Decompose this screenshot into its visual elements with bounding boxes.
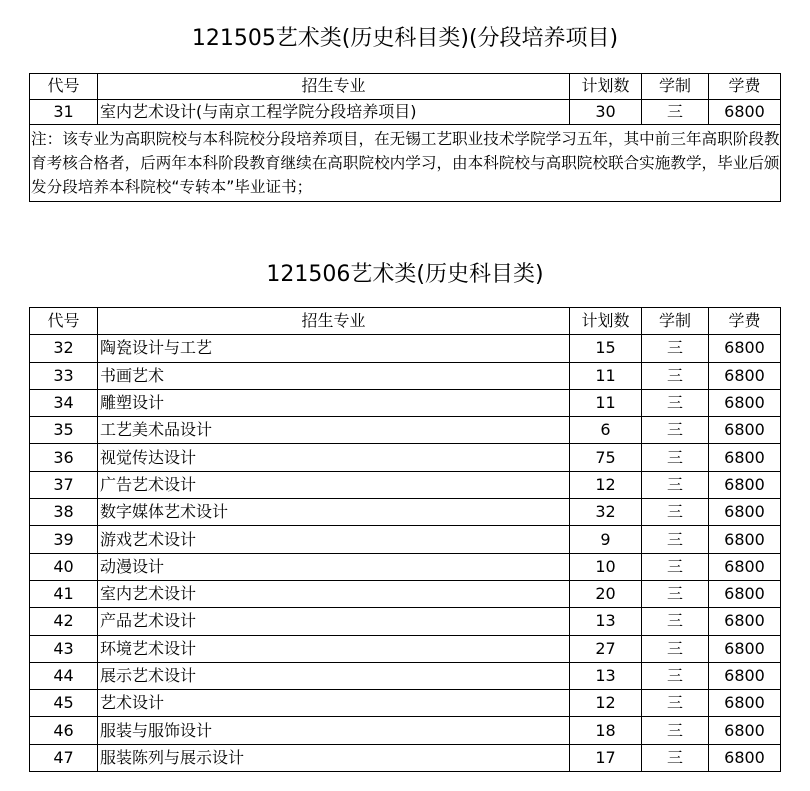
cell-plan: 12	[570, 690, 642, 717]
cell-major: 室内艺术设计(与南京工程学院分段培养项目)	[98, 99, 570, 125]
cell-code: 44	[30, 662, 98, 689]
table-row	[30, 580, 781, 607]
cell-duration: 三	[642, 744, 709, 771]
cell-major: 陶瓷设计与工艺	[98, 335, 570, 362]
header-fee: 学费	[709, 308, 781, 335]
cell-fee: 6800	[709, 389, 781, 416]
cell-fee: 6800	[709, 717, 781, 744]
cell-code: 32	[30, 335, 98, 362]
cell-code: 41	[30, 580, 98, 607]
cell-plan: 6	[570, 417, 642, 444]
table-row	[30, 444, 781, 471]
table-row	[30, 499, 781, 526]
header-plan: 计划数	[570, 308, 642, 335]
cell-fee: 6800	[709, 362, 781, 389]
cell-fee: 6800	[709, 99, 781, 125]
cell-major: 艺术设计	[98, 690, 570, 717]
cell-fee: 6800	[709, 417, 781, 444]
cell-duration: 三	[642, 389, 709, 416]
cell-code: 40	[30, 553, 98, 580]
cell-code: 39	[30, 526, 98, 553]
cell-duration: 三	[642, 635, 709, 662]
table-row	[30, 526, 781, 553]
cell-plan: 10	[570, 553, 642, 580]
cell-code: 33	[30, 362, 98, 389]
cell-major: 广告艺术设计	[98, 471, 570, 498]
table-row	[30, 362, 781, 389]
table-row	[30, 99, 781, 125]
cell-code: 43	[30, 635, 98, 662]
cell-duration: 三	[642, 662, 709, 689]
cell-major: 产品艺术设计	[98, 608, 570, 635]
cell-plan: 13	[570, 608, 642, 635]
cell-major: 视觉传达设计	[98, 444, 570, 471]
cell-plan: 20	[570, 580, 642, 607]
cell-code: 36	[30, 444, 98, 471]
cell-plan: 27	[570, 635, 642, 662]
table-row	[30, 662, 781, 689]
table-row	[30, 417, 781, 444]
header-code: 代号	[30, 74, 98, 100]
section-title-121505: 121505艺术类(历史科目类)(分段培养项目)	[191, 26, 619, 51]
cell-code: 34	[30, 389, 98, 416]
cell-major: 动漫设计	[98, 553, 570, 580]
cell-major: 书画艺术	[98, 362, 570, 389]
cell-plan: 30	[570, 99, 642, 125]
cell-duration: 三	[642, 553, 709, 580]
cell-major: 雕塑设计	[98, 389, 570, 416]
header-major: 招生专业	[98, 74, 570, 100]
cell-plan: 11	[570, 362, 642, 389]
cell-plan: 15	[570, 335, 642, 362]
cell-fee: 6800	[709, 553, 781, 580]
header-duration: 学制	[642, 308, 709, 335]
cell-duration: 三	[642, 471, 709, 498]
table-header-row	[30, 74, 781, 100]
cell-fee: 6800	[709, 499, 781, 526]
header-plan: 计划数	[570, 74, 642, 100]
cell-major: 展示艺术设计	[98, 662, 570, 689]
cell-fee: 6800	[709, 335, 781, 362]
section-title-121506: 121506艺术类(历史科目类)	[266, 262, 544, 287]
table-row	[30, 717, 781, 744]
cell-major: 室内艺术设计	[98, 580, 570, 607]
cell-major: 服装陈列与展示设计	[98, 744, 570, 771]
cell-duration: 三	[642, 690, 709, 717]
cell-code: 42	[30, 608, 98, 635]
cell-code: 45	[30, 690, 98, 717]
cell-code: 46	[30, 717, 98, 744]
cell-plan: 75	[570, 444, 642, 471]
cell-duration: 三	[642, 499, 709, 526]
table-row	[30, 608, 781, 635]
table-row	[30, 389, 781, 416]
cell-plan: 32	[570, 499, 642, 526]
cell-major: 游戏艺术设计	[98, 526, 570, 553]
cell-fee: 6800	[709, 608, 781, 635]
cell-duration: 三	[642, 526, 709, 553]
cell-code: 31	[30, 99, 98, 125]
cell-fee: 6800	[709, 526, 781, 553]
cell-plan: 9	[570, 526, 642, 553]
table-row	[30, 471, 781, 498]
cell-plan: 12	[570, 471, 642, 498]
header-major: 招生专业	[98, 308, 570, 335]
cell-code: 37	[30, 471, 98, 498]
cell-fee: 6800	[709, 635, 781, 662]
program-note: 注：该专业为高职院校与本科院校分段培养项目，在无锡工艺职业技术学院学习五年，其中前三年高职阶段教育考核合格者，后两年本科阶段教育继续在高职院校内学习，由本科院校与高职院校联合实施教学，毕业后颁发分段培养本科院校“专转本”毕业证书；	[30, 125, 781, 202]
header-fee: 学费	[709, 74, 781, 100]
cell-duration: 三	[642, 417, 709, 444]
table-121505	[29, 73, 781, 202]
cell-code: 38	[30, 499, 98, 526]
cell-fee: 6800	[709, 444, 781, 471]
table-row	[30, 553, 781, 580]
cell-duration: 三	[642, 362, 709, 389]
cell-fee: 6800	[709, 580, 781, 607]
cell-duration: 三	[642, 580, 709, 607]
cell-plan: 17	[570, 744, 642, 771]
table-row	[30, 635, 781, 662]
cell-code: 35	[30, 417, 98, 444]
cell-duration: 三	[642, 444, 709, 471]
cell-duration: 三	[642, 717, 709, 744]
cell-duration: 三	[642, 335, 709, 362]
cell-fee: 6800	[709, 471, 781, 498]
cell-major: 工艺美术品设计	[98, 417, 570, 444]
cell-plan: 11	[570, 389, 642, 416]
cell-duration: 三	[642, 99, 709, 125]
table-header-row	[30, 308, 781, 335]
table-121506	[29, 307, 781, 772]
table-row	[30, 744, 781, 771]
header-duration: 学制	[642, 74, 709, 100]
cell-fee: 6800	[709, 690, 781, 717]
cell-major: 服装与服饰设计	[98, 717, 570, 744]
note-row	[30, 125, 781, 202]
cell-major: 环境艺术设计	[98, 635, 570, 662]
cell-plan: 18	[570, 717, 642, 744]
cell-duration: 三	[642, 608, 709, 635]
cell-code: 47	[30, 744, 98, 771]
table-row	[30, 690, 781, 717]
cell-major: 数字媒体艺术设计	[98, 499, 570, 526]
header-code: 代号	[30, 308, 98, 335]
table-row	[30, 335, 781, 362]
cell-fee: 6800	[709, 662, 781, 689]
cell-plan: 13	[570, 662, 642, 689]
cell-fee: 6800	[709, 744, 781, 771]
